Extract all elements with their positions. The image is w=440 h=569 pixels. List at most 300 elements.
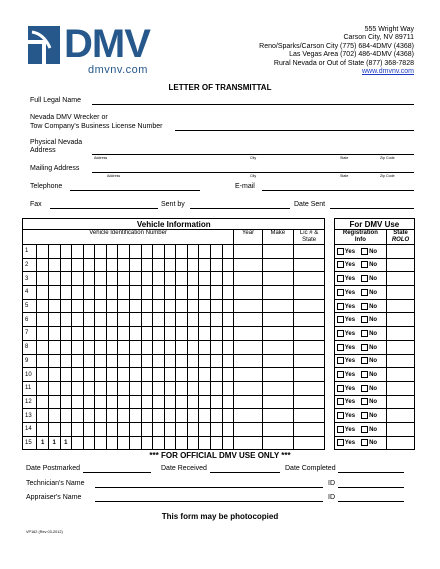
- vin-char-cell[interactable]: [141, 354, 153, 368]
- sent-by-field[interactable]: [190, 208, 290, 209]
- vin-char-cell[interactable]: [72, 340, 84, 354]
- vin-char-cell[interactable]: [60, 313, 72, 327]
- vin-char-cell[interactable]: [37, 245, 49, 259]
- vin-char-cell[interactable]: [48, 258, 60, 272]
- vin-char-cell[interactable]: [83, 327, 95, 341]
- vin-char-cell[interactable]: [199, 395, 211, 409]
- vin-char-cell[interactable]: [72, 354, 84, 368]
- vin-char-cell[interactable]: [48, 409, 60, 423]
- make-cell[interactable]: [262, 368, 293, 382]
- date-completed-field[interactable]: [338, 472, 404, 473]
- vin-char-cell[interactable]: [187, 354, 199, 368]
- lic-state-cell[interactable]: [293, 395, 325, 409]
- vin-char-cell[interactable]: [37, 299, 49, 313]
- vin-char-cell[interactable]: [106, 258, 118, 272]
- vin-char-cell[interactable]: [118, 286, 130, 300]
- vin-char-cell[interactable]: [95, 409, 107, 423]
- vin-char-cell[interactable]: [60, 354, 72, 368]
- vin-char-cell[interactable]: [187, 381, 199, 395]
- vin-char-cell[interactable]: [106, 327, 118, 341]
- vin-char-cell[interactable]: [83, 395, 95, 409]
- yes-checkbox[interactable]: [337, 412, 344, 419]
- yes-checkbox[interactable]: [337, 289, 344, 296]
- vin-char-cell[interactable]: [83, 422, 95, 436]
- lic-state-cell[interactable]: [293, 436, 325, 450]
- vin-char-cell[interactable]: [83, 245, 95, 259]
- vin-char-cell[interactable]: [187, 258, 199, 272]
- vin-char-cell[interactable]: [118, 381, 130, 395]
- make-cell[interactable]: [262, 272, 293, 286]
- vin-char-cell[interactable]: [118, 272, 130, 286]
- vin-char-cell[interactable]: [164, 327, 176, 341]
- vin-char-cell[interactable]: [153, 245, 165, 259]
- vin-char-cell[interactable]: [48, 286, 60, 300]
- appraiser-field[interactable]: [95, 501, 323, 502]
- vin-char-cell[interactable]: [187, 327, 199, 341]
- vin-char-cell[interactable]: [176, 368, 188, 382]
- yes-checkbox[interactable]: [337, 426, 344, 433]
- make-cell[interactable]: [262, 354, 293, 368]
- lic-state-cell[interactable]: [293, 340, 325, 354]
- vin-char-cell[interactable]: [48, 299, 60, 313]
- physical-address-field[interactable]: [92, 154, 414, 155]
- year-cell[interactable]: [234, 286, 263, 300]
- vin-char-cell[interactable]: [118, 409, 130, 423]
- vin-char-cell[interactable]: [153, 395, 165, 409]
- vin-char-cell[interactable]: [176, 286, 188, 300]
- vin-char-cell[interactable]: [153, 422, 165, 436]
- vin-char-cell[interactable]: [106, 436, 118, 450]
- vin-char-cell[interactable]: [37, 381, 49, 395]
- vin-char-cell[interactable]: [141, 299, 153, 313]
- vin-char-cell[interactable]: [141, 313, 153, 327]
- no-checkbox[interactable]: [361, 275, 368, 282]
- vin-char-cell[interactable]: [211, 409, 223, 423]
- vin-char-cell[interactable]: [37, 286, 49, 300]
- vin-char-cell[interactable]: [211, 258, 223, 272]
- no-checkbox[interactable]: [361, 412, 368, 419]
- vin-char-cell[interactable]: [60, 422, 72, 436]
- state-rolo-cell[interactable]: [387, 409, 415, 423]
- license-number-field[interactable]: [175, 130, 414, 131]
- vin-char-cell[interactable]: [187, 395, 199, 409]
- vin-char-cell[interactable]: [176, 313, 188, 327]
- vin-char-cell[interactable]: [129, 340, 141, 354]
- vin-char-cell[interactable]: [187, 299, 199, 313]
- vin-char-cell[interactable]: [106, 340, 118, 354]
- yes-checkbox[interactable]: [337, 261, 344, 268]
- vin-char-cell[interactable]: [72, 395, 84, 409]
- vin-char-cell[interactable]: [95, 327, 107, 341]
- vin-char-cell[interactable]: [153, 409, 165, 423]
- vin-char-cell[interactable]: [83, 286, 95, 300]
- vin-char-cell[interactable]: [72, 313, 84, 327]
- vin-char-cell[interactable]: [199, 422, 211, 436]
- yes-checkbox[interactable]: [337, 385, 344, 392]
- vin-char-cell[interactable]: [48, 245, 60, 259]
- vin-char-cell[interactable]: [222, 381, 234, 395]
- vin-char-cell[interactable]: [153, 368, 165, 382]
- vin-char-cell[interactable]: [211, 395, 223, 409]
- vin-char-cell[interactable]: [176, 272, 188, 286]
- vin-char-cell[interactable]: [72, 422, 84, 436]
- vin-char-cell[interactable]: [176, 436, 188, 450]
- vin-char-cell[interactable]: [222, 299, 234, 313]
- vin-char-cell[interactable]: [60, 409, 72, 423]
- vin-char-cell[interactable]: [118, 354, 130, 368]
- full-legal-name-field[interactable]: [92, 104, 414, 105]
- vin-char-cell[interactable]: [222, 409, 234, 423]
- vin-char-cell[interactable]: [199, 354, 211, 368]
- make-cell[interactable]: [262, 327, 293, 341]
- vin-char-cell[interactable]: [222, 313, 234, 327]
- state-rolo-cell[interactable]: [387, 258, 415, 272]
- year-cell[interactable]: [234, 422, 263, 436]
- vin-char-cell[interactable]: [72, 368, 84, 382]
- vin-char-cell[interactable]: [153, 381, 165, 395]
- lic-state-cell[interactable]: [293, 286, 325, 300]
- fax-field[interactable]: [50, 208, 158, 209]
- vin-char-cell[interactable]: [48, 381, 60, 395]
- year-cell[interactable]: [234, 245, 263, 259]
- no-checkbox[interactable]: [361, 439, 368, 446]
- vin-char-cell[interactable]: [37, 313, 49, 327]
- vin-char-cell[interactable]: [72, 245, 84, 259]
- vin-char-cell[interactable]: [106, 272, 118, 286]
- yes-checkbox[interactable]: [337, 371, 344, 378]
- lic-state-cell[interactable]: [293, 299, 325, 313]
- make-cell[interactable]: [262, 258, 293, 272]
- vin-char-cell[interactable]: [83, 436, 95, 450]
- lic-state-cell[interactable]: [293, 422, 325, 436]
- no-checkbox[interactable]: [361, 344, 368, 351]
- vin-char-cell[interactable]: [164, 368, 176, 382]
- appraiser-id-field[interactable]: [338, 501, 404, 502]
- vin-char-cell[interactable]: [153, 272, 165, 286]
- lic-state-cell[interactable]: [293, 313, 325, 327]
- vin-char-cell[interactable]: [222, 286, 234, 300]
- vin-char-cell[interactable]: [211, 436, 223, 450]
- vin-char-cell[interactable]: [129, 313, 141, 327]
- technician-field[interactable]: [95, 487, 323, 488]
- vin-char-cell[interactable]: [72, 299, 84, 313]
- vin-char-cell[interactable]: [199, 409, 211, 423]
- vin-char-cell[interactable]: [222, 422, 234, 436]
- vin-char-cell[interactable]: [95, 436, 107, 450]
- vin-char-cell[interactable]: [199, 340, 211, 354]
- vin-char-cell[interactable]: [164, 313, 176, 327]
- year-cell[interactable]: [234, 327, 263, 341]
- vin-char-cell[interactable]: [83, 258, 95, 272]
- lic-state-cell[interactable]: [293, 368, 325, 382]
- no-checkbox[interactable]: [361, 248, 368, 255]
- vin-char-cell[interactable]: [164, 272, 176, 286]
- vin-char-cell[interactable]: [222, 340, 234, 354]
- vin-char-cell[interactable]: [164, 258, 176, 272]
- vin-char-cell[interactable]: [72, 327, 84, 341]
- vin-char-cell[interactable]: [222, 245, 234, 259]
- year-cell[interactable]: [234, 409, 263, 423]
- yes-checkbox[interactable]: [337, 316, 344, 323]
- yes-checkbox[interactable]: [337, 275, 344, 282]
- vin-char-cell[interactable]: [129, 299, 141, 313]
- vin-char-cell[interactable]: [141, 368, 153, 382]
- vin-char-cell[interactable]: [164, 409, 176, 423]
- vin-char-cell[interactable]: [106, 354, 118, 368]
- state-rolo-cell[interactable]: [387, 272, 415, 286]
- vin-char-cell[interactable]: [83, 381, 95, 395]
- vin-char-cell[interactable]: [222, 354, 234, 368]
- vin-char-cell[interactable]: [187, 286, 199, 300]
- vin-char-cell[interactable]: [60, 381, 72, 395]
- vin-char-cell[interactable]: [83, 313, 95, 327]
- state-rolo-cell[interactable]: [387, 422, 415, 436]
- year-cell[interactable]: [234, 258, 263, 272]
- year-cell[interactable]: [234, 395, 263, 409]
- vin-char-cell[interactable]: [60, 299, 72, 313]
- no-checkbox[interactable]: [361, 316, 368, 323]
- vin-char-cell[interactable]: 1: [48, 436, 60, 450]
- vin-char-cell[interactable]: [141, 409, 153, 423]
- no-checkbox[interactable]: [361, 330, 368, 337]
- vin-char-cell[interactable]: [48, 354, 60, 368]
- make-cell[interactable]: [262, 299, 293, 313]
- no-checkbox[interactable]: [361, 426, 368, 433]
- vin-char-cell[interactable]: [83, 368, 95, 382]
- vin-char-cell[interactable]: [95, 395, 107, 409]
- state-rolo-cell[interactable]: [387, 286, 415, 300]
- vin-char-cell[interactable]: [141, 395, 153, 409]
- lic-state-cell[interactable]: [293, 327, 325, 341]
- vin-char-cell[interactable]: [176, 395, 188, 409]
- vin-char-cell[interactable]: [95, 299, 107, 313]
- vin-char-cell[interactable]: [95, 381, 107, 395]
- state-rolo-cell[interactable]: [387, 354, 415, 368]
- vin-char-cell[interactable]: [211, 368, 223, 382]
- vin-char-cell[interactable]: [118, 258, 130, 272]
- vin-char-cell[interactable]: [60, 340, 72, 354]
- vin-char-cell[interactable]: [164, 381, 176, 395]
- vin-char-cell[interactable]: [222, 272, 234, 286]
- make-cell[interactable]: [262, 436, 293, 450]
- vin-char-cell[interactable]: [129, 368, 141, 382]
- vin-char-cell[interactable]: [72, 258, 84, 272]
- vin-char-cell[interactable]: [72, 381, 84, 395]
- vin-char-cell[interactable]: [118, 340, 130, 354]
- vin-char-cell[interactable]: [211, 245, 223, 259]
- vin-char-cell[interactable]: [153, 299, 165, 313]
- vin-char-cell[interactable]: [129, 381, 141, 395]
- vin-char-cell[interactable]: [106, 245, 118, 259]
- vin-char-cell[interactable]: [141, 272, 153, 286]
- technician-id-field[interactable]: [338, 487, 404, 488]
- vin-char-cell[interactable]: [187, 422, 199, 436]
- no-checkbox[interactable]: [361, 398, 368, 405]
- state-rolo-cell[interactable]: [387, 327, 415, 341]
- lic-state-cell[interactable]: [293, 258, 325, 272]
- yes-checkbox[interactable]: [337, 439, 344, 446]
- year-cell[interactable]: [234, 354, 263, 368]
- yes-checkbox[interactable]: [337, 303, 344, 310]
- vin-char-cell[interactable]: [199, 327, 211, 341]
- vin-char-cell[interactable]: [118, 327, 130, 341]
- vin-char-cell[interactable]: [153, 354, 165, 368]
- vin-char-cell[interactable]: [129, 272, 141, 286]
- vin-char-cell[interactable]: [164, 299, 176, 313]
- vin-char-cell[interactable]: [176, 422, 188, 436]
- vin-char-cell[interactable]: [118, 313, 130, 327]
- yes-checkbox[interactable]: [337, 357, 344, 364]
- vin-char-cell[interactable]: [176, 299, 188, 313]
- vin-char-cell[interactable]: [129, 436, 141, 450]
- vin-char-cell[interactable]: [60, 272, 72, 286]
- vin-char-cell[interactable]: [187, 245, 199, 259]
- vin-char-cell[interactable]: [222, 436, 234, 450]
- vin-char-cell[interactable]: [153, 258, 165, 272]
- vin-char-cell[interactable]: [141, 340, 153, 354]
- vin-char-cell[interactable]: [118, 368, 130, 382]
- email-field[interactable]: [262, 190, 414, 191]
- no-checkbox[interactable]: [361, 385, 368, 392]
- vin-char-cell[interactable]: [95, 286, 107, 300]
- make-cell[interactable]: [262, 381, 293, 395]
- state-rolo-cell[interactable]: [387, 395, 415, 409]
- yes-checkbox[interactable]: [337, 398, 344, 405]
- vin-char-cell[interactable]: [211, 381, 223, 395]
- vin-char-cell[interactable]: [211, 354, 223, 368]
- vin-char-cell[interactable]: [129, 327, 141, 341]
- lic-state-cell[interactable]: [293, 245, 325, 259]
- vin-char-cell[interactable]: [95, 354, 107, 368]
- vin-char-cell[interactable]: [48, 327, 60, 341]
- vin-char-cell[interactable]: [60, 245, 72, 259]
- vin-char-cell[interactable]: [141, 258, 153, 272]
- vin-char-cell[interactable]: [176, 340, 188, 354]
- make-cell[interactable]: [262, 245, 293, 259]
- vin-char-cell[interactable]: [199, 299, 211, 313]
- vin-char-cell[interactable]: [211, 272, 223, 286]
- vin-char-cell[interactable]: [83, 272, 95, 286]
- state-rolo-cell[interactable]: [387, 299, 415, 313]
- state-rolo-cell[interactable]: [387, 381, 415, 395]
- vin-char-cell[interactable]: [164, 354, 176, 368]
- vin-char-cell[interactable]: [60, 286, 72, 300]
- vin-char-cell[interactable]: [199, 286, 211, 300]
- date-sent-field[interactable]: [330, 208, 414, 209]
- vin-char-cell[interactable]: [48, 272, 60, 286]
- vin-char-cell[interactable]: [176, 245, 188, 259]
- vin-char-cell[interactable]: [199, 381, 211, 395]
- vin-char-cell[interactable]: [141, 436, 153, 450]
- vin-char-cell[interactable]: [118, 395, 130, 409]
- no-checkbox[interactable]: [361, 303, 368, 310]
- vin-char-cell[interactable]: 1: [37, 436, 49, 450]
- year-cell[interactable]: [234, 340, 263, 354]
- vin-char-cell[interactable]: [141, 327, 153, 341]
- vin-char-cell[interactable]: [211, 286, 223, 300]
- year-cell[interactable]: [234, 381, 263, 395]
- vin-char-cell[interactable]: [118, 299, 130, 313]
- no-checkbox[interactable]: [361, 371, 368, 378]
- vin-char-cell[interactable]: [37, 409, 49, 423]
- vin-char-cell[interactable]: [129, 258, 141, 272]
- year-cell[interactable]: [234, 436, 263, 450]
- lic-state-cell[interactable]: [293, 381, 325, 395]
- vin-char-cell[interactable]: [37, 368, 49, 382]
- vin-char-cell[interactable]: [37, 272, 49, 286]
- make-cell[interactable]: [262, 313, 293, 327]
- vin-char-cell[interactable]: [199, 436, 211, 450]
- vin-char-cell[interactable]: [106, 409, 118, 423]
- vin-char-cell[interactable]: [48, 313, 60, 327]
- vin-char-cell[interactable]: [72, 272, 84, 286]
- vin-char-cell[interactable]: [106, 368, 118, 382]
- vin-char-cell[interactable]: [129, 395, 141, 409]
- vin-char-cell[interactable]: [95, 245, 107, 259]
- vin-char-cell[interactable]: [164, 395, 176, 409]
- date-received-field[interactable]: [210, 472, 280, 473]
- vin-char-cell[interactable]: [48, 340, 60, 354]
- vin-char-cell[interactable]: [199, 272, 211, 286]
- vin-char-cell[interactable]: [83, 409, 95, 423]
- yes-checkbox[interactable]: [337, 248, 344, 255]
- vin-char-cell[interactable]: [141, 381, 153, 395]
- vin-char-cell[interactable]: [83, 299, 95, 313]
- vin-char-cell[interactable]: [187, 340, 199, 354]
- vin-char-cell[interactable]: [95, 258, 107, 272]
- yes-checkbox[interactable]: [337, 344, 344, 351]
- vin-char-cell[interactable]: [72, 409, 84, 423]
- vin-char-cell[interactable]: [187, 409, 199, 423]
- state-rolo-cell[interactable]: [387, 340, 415, 354]
- vin-char-cell[interactable]: [141, 286, 153, 300]
- make-cell[interactable]: [262, 409, 293, 423]
- make-cell[interactable]: [262, 340, 293, 354]
- vin-char-cell[interactable]: [129, 422, 141, 436]
- vin-char-cell[interactable]: [222, 395, 234, 409]
- vin-char-cell[interactable]: [153, 327, 165, 341]
- vin-char-cell[interactable]: [129, 286, 141, 300]
- vin-char-cell[interactable]: [222, 258, 234, 272]
- no-checkbox[interactable]: [361, 357, 368, 364]
- vin-char-cell[interactable]: [176, 258, 188, 272]
- vin-char-cell[interactable]: [176, 381, 188, 395]
- vin-char-cell[interactable]: [60, 327, 72, 341]
- vin-char-cell[interactable]: [153, 313, 165, 327]
- vin-char-cell[interactable]: [37, 258, 49, 272]
- vin-char-cell[interactable]: [60, 368, 72, 382]
- year-cell[interactable]: [234, 272, 263, 286]
- vin-char-cell[interactable]: [211, 327, 223, 341]
- vin-char-cell[interactable]: [95, 340, 107, 354]
- vin-char-cell[interactable]: [106, 286, 118, 300]
- vin-char-cell[interactable]: [37, 354, 49, 368]
- state-rolo-cell[interactable]: [387, 436, 415, 450]
- vin-char-cell[interactable]: [106, 313, 118, 327]
- vin-char-cell[interactable]: [106, 299, 118, 313]
- yes-checkbox[interactable]: [337, 330, 344, 337]
- vin-char-cell[interactable]: [95, 272, 107, 286]
- make-cell[interactable]: [262, 422, 293, 436]
- vin-char-cell[interactable]: [95, 368, 107, 382]
- mailing-address-field[interactable]: [92, 172, 414, 173]
- vin-char-cell[interactable]: [222, 368, 234, 382]
- vin-char-cell[interactable]: [153, 436, 165, 450]
- vin-char-cell[interactable]: [187, 313, 199, 327]
- vin-char-cell[interactable]: [199, 258, 211, 272]
- vin-char-cell[interactable]: [72, 286, 84, 300]
- lic-state-cell[interactable]: [293, 409, 325, 423]
